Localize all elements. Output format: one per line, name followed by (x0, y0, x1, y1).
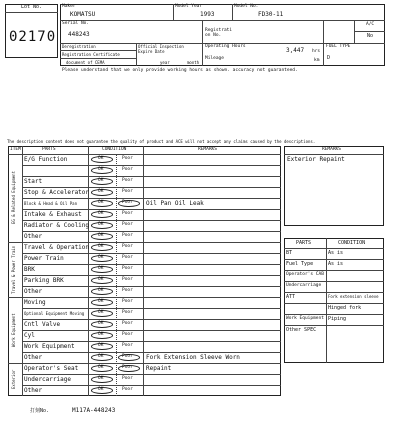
official-inspection-label: Official Inspection Expire Date (138, 44, 184, 54)
col-header-condition: CONDITION (102, 147, 127, 152)
group-label: Work Equipment (11, 313, 16, 347)
poor-label: Poor (122, 211, 133, 216)
ok-label: OK (98, 321, 104, 326)
part-label: Optional Equipment Moving (24, 311, 85, 316)
ok-label: OK (98, 211, 104, 216)
poor-label: Poor (122, 387, 133, 392)
part-label: Other (24, 233, 43, 240)
footer-value: M117A-448243 (72, 407, 116, 414)
part-label: Intake & Exhaust (24, 211, 82, 218)
part-label: Block & Head & Oil Pan (24, 201, 77, 206)
ok-label: OK (98, 354, 104, 359)
poor-label: Poor (122, 222, 133, 227)
poor-label: Poor (122, 321, 133, 326)
serial-label: Serial No. (62, 21, 90, 26)
poor-label: Poor (122, 376, 133, 381)
ok-label: OK (98, 167, 104, 172)
poor-label: Poor (122, 167, 133, 172)
part-label: Other (24, 354, 43, 361)
maker-label: Maker (62, 4, 76, 9)
ac-label: A/C (366, 22, 375, 27)
part-label: Travel & Operation (24, 244, 90, 251)
poor-label: Poor (122, 156, 133, 161)
parts-header: PARTS (296, 240, 312, 246)
maker-value: KOMATSU (70, 11, 96, 18)
footer-label: 打刻No. (30, 408, 50, 414)
poor-label: Poor (122, 255, 133, 260)
part-label: Power Train (24, 255, 64, 262)
col-header-parts: PARTS (42, 147, 56, 152)
poor-label: Poor (122, 178, 133, 183)
parts-row-part: Work Equipment (286, 316, 324, 321)
parts-row-part: Undercarriage (286, 283, 322, 288)
group-label: Exterior (11, 369, 16, 390)
document-label: document of CEMA (66, 60, 105, 65)
part-label: Other (24, 387, 43, 394)
ac-value: No (367, 33, 374, 39)
poor-label: Poor (122, 310, 133, 315)
part-label: Work Equipment (24, 343, 75, 350)
condition-header: CONDITION (338, 240, 366, 246)
ok-label: OK (98, 156, 104, 161)
serial-value: 448243 (68, 31, 90, 38)
lot-label: Lot No. (21, 4, 43, 10)
parts-row-part: ATT (286, 294, 296, 300)
ok-label: OK (98, 222, 104, 227)
part-label: Operator's Seat (24, 365, 79, 372)
poor-label: Poor (122, 299, 133, 304)
right-remarks-value: Exterior Repaint (287, 156, 345, 163)
notice-text: Please understand that we only provide working hours as shown. accuracy not guaranteed. (62, 68, 298, 73)
right-remarks-header: REMARKS (322, 147, 341, 152)
parts-row-condition: As is (328, 250, 344, 256)
ok-label: OK (98, 244, 104, 249)
model-no-label: Model No. (234, 4, 259, 9)
model-year-value: 1993 (200, 11, 215, 18)
fuel-type-label: FUEL TYPE (326, 44, 351, 49)
ok-label: OK (98, 200, 104, 205)
parts-row-part: Operator's CAB (286, 272, 324, 277)
part-label: Radiator & Cooling (24, 222, 90, 229)
poor-label: Poor (122, 277, 133, 282)
part-label: E/G Function (24, 156, 68, 163)
km-unit: km (314, 58, 320, 63)
parts-row-part: Other SPEC (286, 327, 317, 333)
col-header-item: ITEM (10, 147, 21, 152)
ok-label: OK (98, 343, 104, 348)
ok-label: OK (98, 299, 104, 304)
ok-label: OK (98, 365, 104, 370)
mileage-label: Mileage (205, 56, 224, 61)
parts-row-part: BT (286, 250, 293, 256)
group-label: Travel & Power Train (11, 245, 16, 294)
poor-label: Poor (122, 233, 133, 238)
ok-label: OK (98, 255, 104, 260)
poor-label: Poor (122, 244, 133, 249)
ok-label: OK (98, 376, 104, 381)
part-label: Cntl Valve (24, 321, 61, 328)
table-border (8, 146, 281, 396)
disclaimer-text: The description content does not guarantee the quality of product and ACE will not accept any claims caused by the descriptions. (7, 139, 316, 144)
ok-label: OK (98, 310, 104, 315)
parts-row-condition: Piping (328, 316, 347, 322)
parts-table-border (284, 238, 384, 363)
part-label: Stop & Accelerator (24, 189, 90, 196)
ok-label: OK (98, 189, 104, 194)
fuel-type-value: D (327, 55, 331, 61)
registration-label: Registrati on No. (205, 28, 233, 39)
parts-row-condition: As is (328, 261, 344, 267)
hrs-unit: hrs (312, 49, 321, 54)
parts-row-condition: Hinged fork (328, 305, 362, 311)
lot-number: 02170 (9, 29, 57, 45)
remark-text: Repaint (146, 365, 172, 372)
parts-row-part: Fuel Type (286, 261, 314, 267)
operating-hours-label: Operating Hours (205, 44, 246, 49)
part-label: Undercarriage (24, 376, 71, 383)
part-label: Parking BRK (24, 277, 64, 284)
parts-row-condition: Fork extension sleeve (328, 294, 379, 299)
year-label: year (160, 60, 170, 65)
month-label: month (187, 60, 200, 65)
ok-label: OK (98, 332, 104, 337)
part-label: Other (24, 288, 43, 295)
col-header-remarks: REMARKS (198, 147, 217, 152)
poor-label: Poor (122, 343, 133, 348)
poor-label: Poor (122, 365, 133, 370)
ok-label: OK (98, 233, 104, 238)
poor-label: Poor (122, 200, 133, 205)
poor-label: Poor (122, 332, 133, 337)
part-label: Moving (24, 299, 46, 306)
model-no-value: FD30-11 (258, 11, 284, 18)
part-label: Cyl (24, 332, 35, 339)
remark-text: Oil Pan Oil Leak (146, 200, 204, 207)
poor-label: Poor (122, 266, 133, 271)
ok-label: OK (98, 266, 104, 271)
deregistration-label: Deregistration (62, 44, 96, 49)
part-label: Start (24, 178, 43, 185)
registration-cert-label: Registration Certificate (62, 52, 120, 57)
remark-text: Fork Extension Sleeve Worn (146, 354, 240, 361)
poor-label: Poor (122, 354, 133, 359)
operating-hours-value: 3,447 (286, 47, 305, 54)
part-label: BRK (24, 266, 35, 273)
poor-label: Poor (122, 189, 133, 194)
ok-label: OK (98, 387, 104, 392)
model-year-label: Model Year (175, 4, 203, 9)
ok-label: OK (98, 288, 104, 293)
ok-label: OK (98, 277, 104, 282)
ok-label: OK (98, 178, 104, 183)
group-label: EG & Related Equipment (11, 171, 16, 225)
poor-label: Poor (122, 288, 133, 293)
